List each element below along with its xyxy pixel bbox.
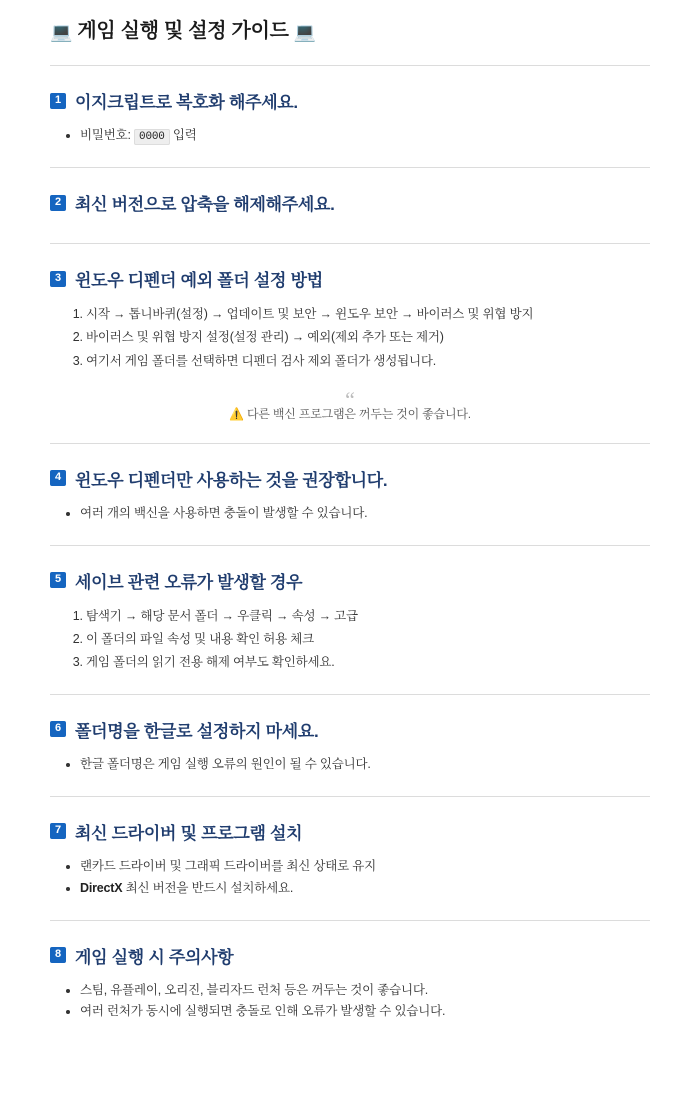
section-6-header xyxy=(50,717,650,742)
section-3-header xyxy=(50,266,650,291)
section-1-list xyxy=(50,125,650,147)
page-title-text: 게임 실행 및 설정 가이드 xyxy=(77,20,289,42)
section-4-header xyxy=(50,466,650,491)
list-item xyxy=(80,878,650,900)
list-item xyxy=(80,125,650,147)
list-item: 3. 여기서 게임 폴더를 선택하면 디펜더 검사 제외 폴더가 생성됩니다. xyxy=(86,350,650,373)
divider-2 xyxy=(50,243,650,244)
section-1-header xyxy=(50,88,650,113)
divider-7 xyxy=(50,920,650,921)
divider-4 xyxy=(50,545,650,546)
section-5-title: 세이브 관련 오류가 발생할 경우 xyxy=(75,572,303,592)
section-7-number: 7 xyxy=(50,823,66,839)
section-2-header xyxy=(50,190,650,215)
section-3 xyxy=(50,266,650,443)
divider-3 xyxy=(50,443,650,444)
section-1-number: 1 xyxy=(50,93,66,109)
section-8-number: 8 xyxy=(50,947,66,963)
section-1-title: 이지크립트로 복호화 해주세요. xyxy=(75,93,298,112)
section-6-list xyxy=(50,754,650,776)
list-item: 1. 시작 → 톱니바퀴(설정) → 업데이트 및 보안 → 윈도우 보안 → 바이러스 및 위협 방지 xyxy=(86,303,650,326)
section-2-title: 최신 버전으로 압축을 해제해주세요. xyxy=(75,195,335,215)
section-8-title: 게임 실행 시 주의사항 xyxy=(75,947,234,967)
section-3-title: 윈도우 디펜더 예외 폴더 설정 방법 xyxy=(75,271,323,291)
divider-top xyxy=(50,65,650,66)
list-item: • 스팀, 유플레이, 오리진, 블리자드 런처 등은 꺼두는 것이 좋습니다. xyxy=(80,980,650,1002)
section-5-header xyxy=(50,568,650,593)
section-5 xyxy=(50,568,650,695)
section-7-header xyxy=(50,819,650,844)
section-7 xyxy=(50,819,650,921)
section-7-list xyxy=(50,856,650,900)
note-message: 다른 백신 프로그램은 꺼두는 것이 좋습니다. xyxy=(247,406,471,421)
password-code: 0000 xyxy=(134,129,170,145)
list-item: • 여러 런처가 동시에 실행되면 충돌로 인해 오류가 발생할 수 있습니다. xyxy=(80,1001,650,1023)
list-item: • 랜카드 드라이버 및 그래픽 드라이버를 최신 상태로 유지 xyxy=(80,856,650,878)
section-3-note xyxy=(50,386,650,423)
list-item: • 한글 폴더명은 게임 실행 오류의 원인이 될 수 있습니다. xyxy=(80,754,650,776)
section-7-title: 최신 드라이버 및 프로그램 설치 xyxy=(75,823,303,843)
section-6-title: 폴더명을 한글로 설정하지 마세요. xyxy=(75,721,319,741)
list-item: 1. 탐색기 → 해당 문서 폴더 → 우클릭 → 속성 → 고급 xyxy=(86,605,650,628)
section-6-number: 6 xyxy=(50,721,66,737)
section-8 xyxy=(50,943,650,1024)
section-4-list xyxy=(50,503,650,525)
divider-5 xyxy=(50,694,650,695)
list-item: • 여러 개의 백신을 사용하면 충돌이 발생할 수 있습니다. xyxy=(80,503,650,525)
section-2-number: 2 xyxy=(50,195,66,211)
section-2 xyxy=(50,190,650,244)
list-item: 2. 바이러스 및 위협 방지 설정(설정 관리) → 예외(제외 추가 또는 제거) xyxy=(86,326,650,349)
laptop-icon-left: 💻 xyxy=(50,22,73,42)
divider-6 xyxy=(50,796,650,797)
divider-1 xyxy=(50,167,650,168)
section-4-title: 윈도우 디펜더만 사용하는 것을 권장합니다. xyxy=(75,470,388,490)
section-3-number: 3 xyxy=(50,271,66,287)
quote-icon: “ xyxy=(345,386,355,412)
warning-icon: ⚠️ xyxy=(229,406,244,421)
section-2-spacer xyxy=(50,215,650,223)
section-8-list xyxy=(50,980,650,1024)
password-label: 비밀번호: xyxy=(80,128,135,142)
password-suffix: 입력 xyxy=(169,128,197,142)
section-6 xyxy=(50,717,650,797)
list-item: 3. 게임 폴더의 읽기 전용 해제 여부도 확인하세요. xyxy=(86,651,650,674)
directx-label: DirectX xyxy=(80,880,123,895)
section-5-number: 5 xyxy=(50,572,66,588)
document-page xyxy=(0,14,700,1033)
section-3-steps xyxy=(50,303,650,372)
directx-suffix: 최신 버전을 반드시 설치하세요. xyxy=(122,880,294,895)
laptop-icon-right: 💻 xyxy=(293,22,317,42)
section-4-number: 4 xyxy=(50,470,66,486)
section-1 xyxy=(50,88,650,168)
section-4 xyxy=(50,466,650,546)
section-8-header xyxy=(50,943,650,968)
list-item: 2. 이 폴더의 파일 속성 및 내용 확인 허용 체크 xyxy=(86,628,650,651)
section-5-steps xyxy=(50,605,650,674)
page-title xyxy=(50,14,700,43)
